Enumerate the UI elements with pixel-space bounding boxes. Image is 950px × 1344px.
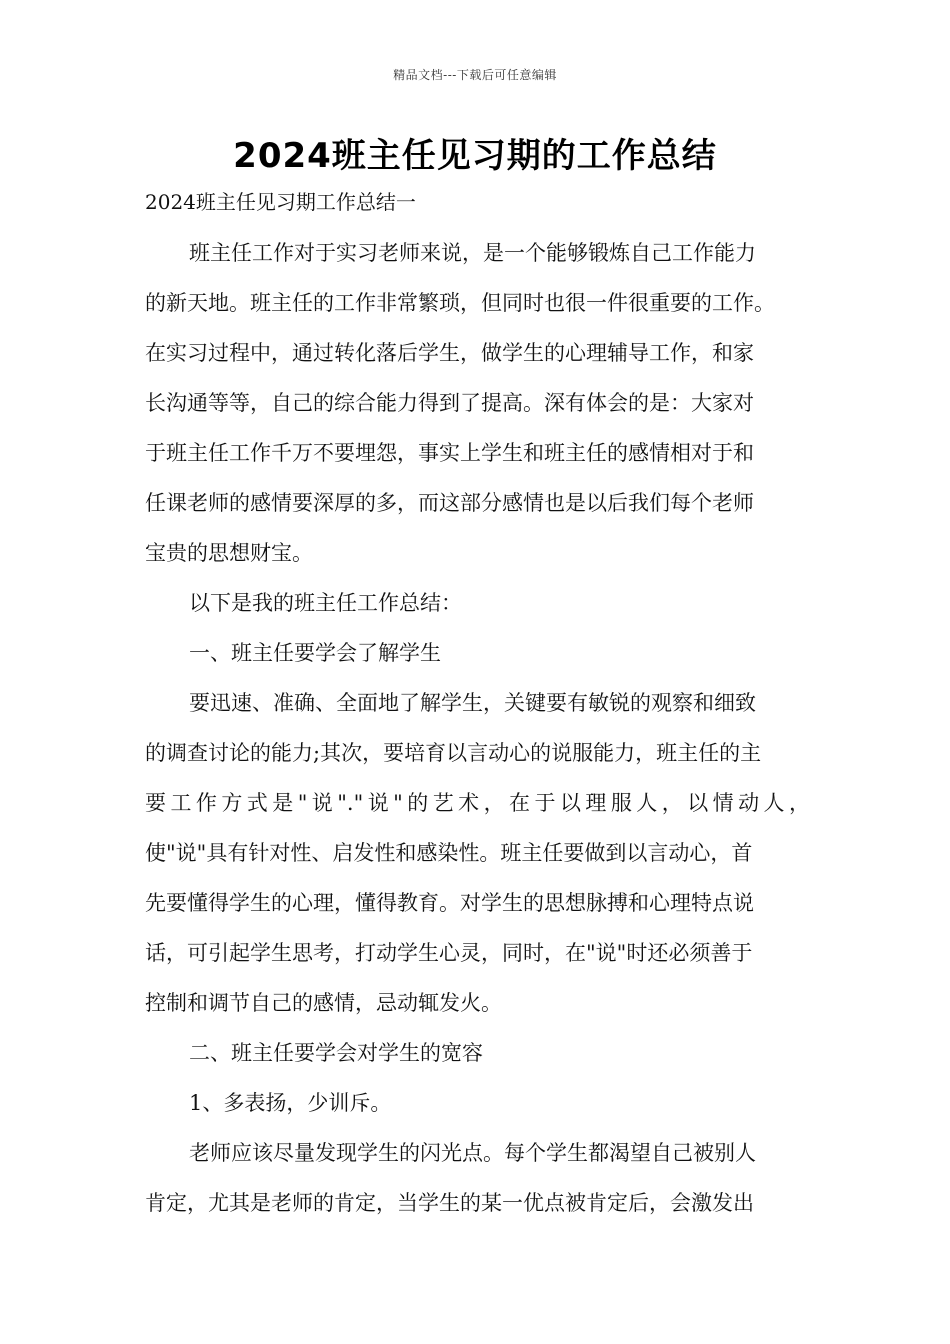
text-line: 一、班主任要学会了解学生 — [189, 641, 441, 665]
text-line: 要工作方式是"说"."说"的艺术，在于以理服人，以情动人， — [145, 791, 810, 815]
text-line: 老师应该尽量发现学生的闪光点。每个学生都渴望自己被别人 — [189, 1141, 756, 1165]
document-body — [145, 228, 810, 1228]
text-line: 以下是我的班主任工作总结： — [189, 591, 462, 615]
text-line: 任课老师的感情要深厚的多，而这部分感情也是以后我们每个老师 — [145, 491, 754, 515]
header-note: 精品文档---下载后可任意编辑 — [393, 68, 557, 82]
text-line: 在实习过程中，通过转化落后学生，做学生的心理辅导工作，和家 — [145, 341, 754, 365]
text-line: 先要懂得学生的心理，懂得教育。对学生的思想脉搏和心理特点说 — [145, 891, 754, 915]
text-line: 二、班主任要学会对学生的宽容 — [189, 1041, 483, 1065]
text-line: 于班主任工作千万不要埋怨，事实上学生和班主任的感情相对于和 — [145, 441, 754, 465]
section-subtitle: 2024班主任见习期工作总结一 — [145, 190, 416, 214]
page-title: 2024班主任见习期的工作总结 — [233, 136, 717, 176]
text-line: 的调查讨论的能力;其次，要培育以言动心的说服能力，班主任的主 — [145, 741, 762, 765]
text-line: 要迅速、准确、全面地了解学生，关键要有敏锐的观察和细致 — [189, 691, 756, 715]
text-line: 1、多表扬，少训斥。 — [189, 1091, 392, 1115]
text-line: 的新天地。班主任的工作非常繁琐，但同时也很一件很重要的工作。 — [145, 291, 775, 315]
text-line: 控制和调节自己的感情，忌动辄发火。 — [145, 991, 502, 1015]
text-line: 使"说"具有针对性、启发性和感染性。班主任要做到以言动心，首 — [145, 841, 753, 865]
text-line: 长沟通等等，自己的综合能力得到了提高。深有体会的是：大家对 — [145, 391, 754, 415]
text-line: 话，可引起学生思考，打动学生心灵，同时，在"说"时还必须善于 — [145, 941, 753, 965]
text-line: 班主任工作对于实习老师来说，是一个能够锻炼自己工作能力 — [189, 241, 756, 265]
text-line: 肯定，尤其是老师的肯定，当学生的某一优点被肯定后，会激发出 — [145, 1191, 754, 1215]
text-line: 宝贵的思想财宝。 — [145, 541, 313, 565]
